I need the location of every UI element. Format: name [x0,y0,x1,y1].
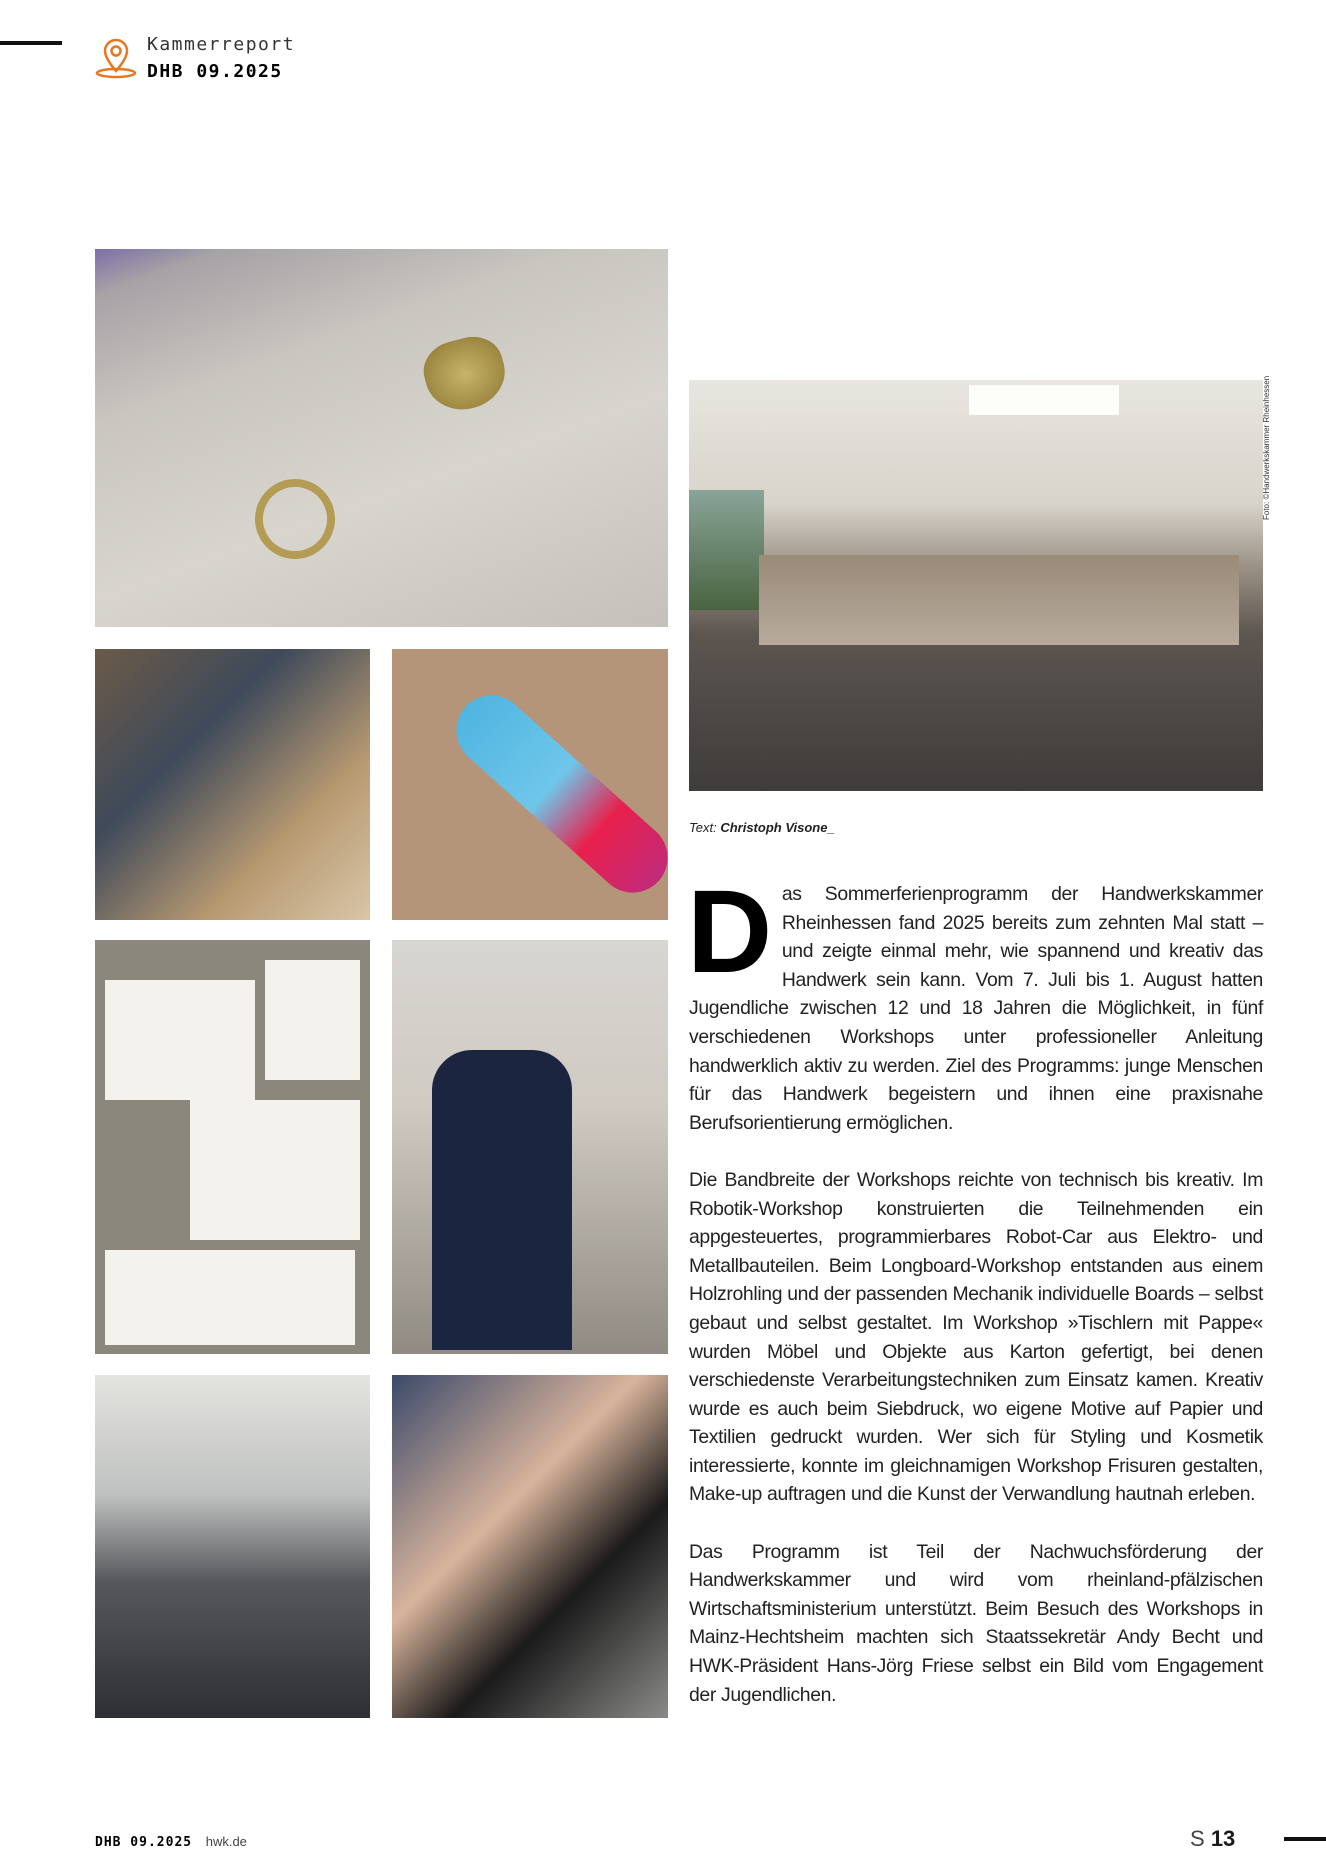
paragraph-2: Die Bandbreite der Workshops reichte von technisch bis kreativ. Im Robotik-Workshop konstruierten die Teilnehmenden ein appgesteuertes, programmierbares Robot-Car aus Elektro- und Metallbauteilen. Beim Longboard-Workshop entstanden aus einem Holzrohling und der passenden Mechanik individuelle Boards – selbst gebaut und selbst gestaltet. Im Workshop »Tischlern mit Pappe« wurden Möbel und Objekte aus Karton gefertigt, bei denen verschiedenste Verarbeitungstechniken zum Einsatz kamen. Kreativ wurde es auch beim Siebdruck, wo eigene Motive auf Papier und Textilien gedruckt wurden. Wer sich für Styling und Kosmetik interessierte, konnte im gleichnamigen Workshop Frisuren gestalten, Make-up auftragen und die Kunst der Verwandlung hautnah erleben. [689,1168,1263,1506]
drop-cap: D [687,866,772,998]
photo-screenprints [95,940,370,1354]
trainer [432,1050,572,1350]
workstations [759,555,1239,645]
paragraph-1-text: as Sommerferienprogramm der Handwerkskammer Rheinhessen fand 2025 bereits zum zehnten Mal statt – und zeigte einmal mehr, wie spannend und kreativ das Handwerk sein kann. Vom 7. Juli bis 1. August hatten Jugendliche zwischen 12 und 18 Jahren die Möglichkeit, in fünf verschiedenen Workshops unter professioneller Anleitung handwerklich aktiv zu werden. Ziel des Programms: junge Menschen für das Handwerk begeistern und ihnen eine praxisnahe Berufsorientierung ermöglichen. [689,883,1263,1134]
byline-label: Text: [689,820,717,835]
paragraph-3: Das Programm ist Teil der Nachwuchsförderung der Handwerkskammer und wird vom rheinland-pfälzischen Wirtschaftsministerium unterstützt. Beim Besuch des Workshops in Mainz-Hechtsheim machten sich Staatssekretär Andy Becht und HWK-Präsident Hans-Jörg Friese selbst ein Bild vom Engagement der Jugendlichen. [689,1540,1263,1706]
footer-left [95,1834,247,1850]
ring [244,468,347,571]
photo-longboard [392,649,668,920]
byline [689,820,835,835]
pendant [417,330,512,418]
photo-hairdresser-salon [689,380,1263,791]
print-sheet [105,1250,355,1345]
print-sheet [105,980,255,1100]
location-pin-icon [94,36,138,80]
window [689,490,764,610]
footer-issue: DHB 09.2025 [95,1835,193,1850]
issue-label: DHB 09.2025 [147,61,283,82]
paragraph-1 [687,866,1263,1137]
photo-jewelry [95,249,668,627]
footer-site: hwk.de [205,1834,247,1849]
byline-author: Christoph Visone_ [720,820,835,835]
photo-credit: Foto: ©Handwerkskammer Rheinhessen [1262,375,1271,520]
photo-trainer-with-child [392,940,668,1354]
longboard-deck [442,681,668,907]
header-rule [0,41,62,45]
photo-workshop-woodwork [95,649,370,920]
page-number-value: 13 [1210,1826,1236,1851]
footer-rule [1284,1837,1326,1841]
page-number [1190,1826,1235,1852]
print-sheet [265,960,360,1080]
ceiling-light [969,385,1119,415]
photo-girl-metalwork [392,1375,668,1718]
photo-classroom [95,1375,370,1718]
section-title: Kammerreport [147,34,296,55]
article-body [687,866,1263,1738]
page-prefix: S [1190,1826,1205,1851]
print-sheet [190,1100,360,1240]
